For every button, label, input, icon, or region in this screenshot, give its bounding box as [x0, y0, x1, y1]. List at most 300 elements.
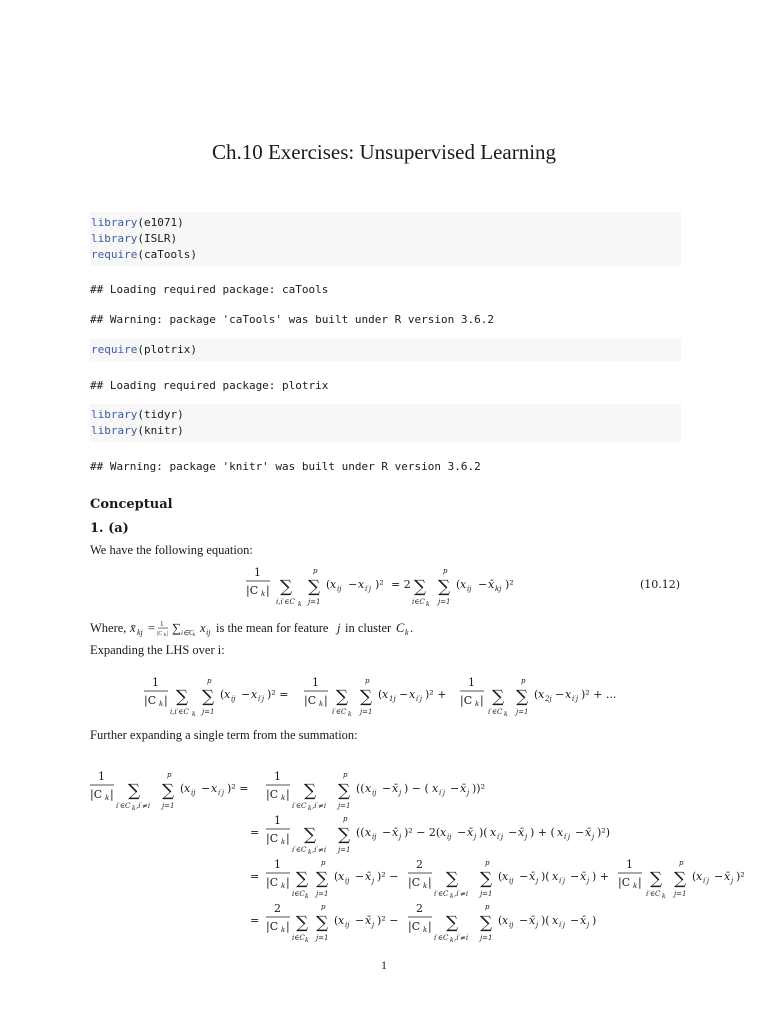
svg-text:x̄: x̄: [460, 782, 467, 795]
svg-text:∑: ∑: [480, 869, 493, 889]
svg-text:j=1: j=1: [338, 802, 351, 810]
svg-text:x: x: [565, 688, 572, 701]
svg-text:i′j: i′j: [218, 789, 224, 797]
svg-text:x: x: [365, 782, 372, 795]
svg-text:j=1: j=1: [480, 890, 493, 898]
svg-text:p: p: [167, 771, 172, 779]
svg-text:|C: |C: [618, 876, 631, 889]
svg-text:x: x: [365, 826, 372, 839]
svg-text:x: x: [211, 782, 218, 795]
svg-text:,i′≠i: ,i′≠i: [312, 802, 327, 810]
svg-text:x̄: x̄: [130, 621, 136, 635]
svg-text:x̄: x̄: [467, 826, 474, 839]
svg-text:k: k: [475, 700, 480, 708]
svg-text:|: |: [266, 584, 270, 597]
svg-text:k: k: [450, 937, 454, 944]
svg-text:i′j: i′j: [416, 695, 422, 703]
svg-text:i′j: i′j: [572, 695, 578, 703]
svg-text:k: k: [504, 711, 508, 718]
code-keyword: library: [91, 408, 138, 421]
svg-text:|C: |C: [266, 876, 279, 889]
svg-text:=: =: [250, 826, 260, 839]
svg-text:k: k: [164, 633, 167, 638]
svg-text:j: j: [525, 833, 528, 841]
svg-text:i′∈C: i′∈C: [292, 846, 307, 854]
svg-text:(: (: [456, 578, 461, 591]
svg-text:x̄: x̄: [365, 914, 372, 927]
svg-text:−: −: [714, 870, 724, 883]
svg-text:)²): )²): [597, 826, 610, 839]
equation-10-12: [240, 562, 680, 610]
code-argument: (knitr): [137, 424, 184, 437]
code-argument: (plotrix): [137, 343, 197, 356]
code-argument: (ISLR): [137, 232, 178, 245]
svg-text:∑: ∑: [414, 577, 427, 597]
svg-text:|C: |C: [408, 920, 421, 933]
svg-text:is the mean for feature: is the mean for feature: [216, 621, 329, 635]
svg-text:−: −: [575, 826, 585, 839]
svg-text:i∈C: i∈C: [181, 629, 194, 637]
svg-text:k: k: [261, 590, 266, 598]
svg-text:∑: ∑: [308, 577, 321, 597]
svg-text:|: |: [638, 876, 642, 889]
svg-text:k: k: [281, 794, 286, 802]
svg-text:i′∈C: i′∈C: [434, 934, 449, 942]
svg-text:x̄: x̄: [392, 782, 399, 795]
svg-text:x̄: x̄: [580, 870, 587, 883]
svg-text:−: −: [519, 870, 529, 883]
svg-text:1: 1: [274, 814, 281, 827]
svg-text:ij: ij: [231, 695, 236, 703]
svg-text:x̄: x̄: [392, 826, 399, 839]
svg-text:ij: ij: [447, 833, 452, 841]
svg-text:−: −: [241, 688, 251, 701]
svg-text:i′∈C: i′∈C: [434, 890, 449, 898]
svg-text:∑: ∑: [304, 825, 317, 845]
svg-text:k: k: [426, 601, 430, 608]
svg-text:j: j: [467, 789, 470, 797]
svg-text:|: |: [480, 694, 484, 707]
svg-text:j=1: j=1: [202, 708, 215, 716]
svg-text:x: x: [557, 826, 564, 839]
svg-text:∑: ∑: [316, 869, 329, 889]
svg-text:|: |: [164, 694, 168, 707]
svg-text:|: |: [286, 832, 290, 845]
svg-text:x: x: [224, 688, 231, 701]
svg-text:∑: ∑: [338, 781, 351, 801]
svg-text:−: −: [348, 578, 358, 591]
svg-text:∑: ∑: [438, 577, 451, 597]
svg-text:i∈C: i∈C: [292, 890, 305, 898]
svg-text:|: |: [324, 694, 328, 707]
svg-text:ij: ij: [191, 789, 196, 797]
svg-text:j=1: j=1: [674, 890, 687, 898]
code-line: [91, 407, 681, 423]
svg-text:x̄: x̄: [529, 870, 536, 883]
svg-text:j=1: j=1: [162, 802, 175, 810]
svg-text:k: k: [308, 805, 312, 812]
svg-text:)² =: )² =: [227, 782, 249, 795]
svg-text:((: ((: [356, 826, 365, 839]
svg-text:|C: |C: [144, 694, 157, 707]
svg-text:kj: kj: [495, 585, 502, 593]
svg-text:∑: ∑: [296, 869, 309, 889]
svg-text:k: k: [405, 628, 409, 637]
svg-text:∑: ∑: [674, 869, 687, 889]
svg-text:C: C: [396, 621, 405, 635]
svg-text:|: |: [428, 876, 432, 889]
svg-text:x: x: [338, 870, 345, 883]
console-output: ## Loading required package: plotrix: [90, 379, 329, 392]
svg-text:in cluster: in cluster: [345, 621, 392, 635]
svg-text:∑: ∑: [202, 687, 215, 707]
svg-text:2: 2: [416, 902, 423, 915]
code-keyword: require: [91, 343, 138, 356]
mean-definition-line: [90, 617, 510, 639]
svg-text:x: x: [338, 914, 345, 927]
svg-text:)² +: )² +: [425, 688, 447, 701]
svg-text:) + (: ) + (: [530, 826, 555, 839]
svg-text:ij: ij: [372, 789, 377, 797]
code-block: [90, 212, 681, 266]
svg-text:2: 2: [274, 902, 281, 915]
svg-text:(: (: [692, 870, 697, 883]
svg-text:|: |: [286, 920, 290, 933]
svg-text:p: p: [313, 567, 318, 575]
svg-text:x̄: x̄: [488, 578, 495, 591]
svg-text:p: p: [343, 771, 348, 779]
svg-text:k: k: [633, 882, 638, 890]
code-line: [91, 215, 681, 231]
console-output: ## Warning: package 'caTools' was built under R version 3.6.2: [90, 313, 494, 326]
svg-text:x: x: [552, 914, 559, 927]
svg-text:j: j: [474, 833, 477, 841]
svg-text:ij: ij: [372, 833, 377, 841]
svg-text:x: x: [538, 688, 545, 701]
svg-text:ij: ij: [345, 921, 350, 929]
svg-text:k: k: [423, 926, 428, 934]
svg-text:)² −: )² −: [377, 914, 399, 927]
svg-text:|: |: [167, 631, 169, 637]
svg-text:p: p: [485, 903, 490, 911]
svg-text:|C: |C: [266, 920, 279, 933]
svg-text:j=1: j=1: [338, 846, 351, 854]
svg-text:k: k: [132, 805, 136, 812]
svg-text:i′j: i′j: [497, 833, 503, 841]
svg-text:)²: )²: [375, 578, 384, 591]
svg-text:j: j: [731, 877, 734, 885]
svg-text:j: j: [399, 833, 402, 841]
svg-text:)(: )(: [541, 914, 550, 927]
code-block: [90, 339, 681, 361]
svg-text:−: −: [382, 826, 392, 839]
svg-text:k: k: [105, 794, 110, 802]
svg-text:1: 1: [468, 676, 475, 689]
svg-text:∑: ∑: [446, 913, 459, 933]
code-argument: (e1071): [137, 216, 184, 229]
svg-text:ij: ij: [467, 585, 472, 593]
svg-text:x: x: [200, 621, 206, 635]
svg-text:(: (: [334, 870, 339, 883]
svg-text:kj: kj: [137, 628, 143, 637]
svg-text:i′j: i′j: [439, 789, 445, 797]
svg-text:∑: ∑: [516, 687, 529, 707]
svg-text:k: k: [348, 711, 352, 718]
svg-text:|C: |C: [408, 876, 421, 889]
section-heading: Conceptual: [90, 497, 173, 512]
svg-text:p: p: [365, 677, 370, 685]
svg-text:((: ((: [356, 782, 365, 795]
console-output: ## Loading required package: caTools: [90, 283, 329, 296]
svg-text:j: j: [587, 921, 590, 929]
svg-text:i∈C: i∈C: [292, 934, 305, 942]
svg-text:x̄: x̄: [585, 826, 592, 839]
svg-text:j: j: [536, 921, 539, 929]
svg-text:|C: |C: [246, 584, 259, 597]
svg-text:k: k: [423, 882, 428, 890]
svg-text:(: (: [180, 782, 185, 795]
svg-text:∑: ∑: [316, 913, 329, 933]
svg-text:2j: 2j: [545, 695, 552, 703]
code-line: [91, 342, 681, 358]
svg-text:x: x: [330, 578, 337, 591]
svg-text:k: k: [305, 937, 309, 944]
svg-text:k: k: [298, 601, 302, 608]
paragraph-expanding: Expanding the LHS over i:: [90, 643, 225, 657]
code-line: [91, 247, 681, 263]
svg-text:−: −: [450, 782, 460, 795]
svg-text:i′∈C: i′∈C: [488, 708, 503, 716]
svg-text:∑: ∑: [492, 687, 505, 707]
svg-text:.: .: [410, 621, 414, 635]
svg-text:(: (: [534, 688, 539, 701]
svg-text:j: j: [372, 877, 375, 885]
svg-text:i′j: i′j: [703, 877, 709, 885]
code-line: [91, 423, 681, 439]
svg-text:−: −: [519, 914, 529, 927]
svg-text:k: k: [319, 700, 324, 708]
svg-text:x: x: [552, 870, 559, 883]
svg-text:i,i′∈C: i,i′∈C: [170, 708, 189, 716]
equation-expand-lhs: [140, 672, 640, 720]
svg-text:,i′≠i: ,i′≠i: [454, 934, 469, 942]
equation-number: (10.12): [640, 578, 681, 591]
svg-text:−: −: [478, 578, 488, 591]
svg-text:p: p: [521, 677, 526, 685]
svg-text:∑: ∑: [176, 687, 189, 707]
svg-text:1: 1: [274, 858, 281, 871]
svg-text:k: k: [159, 700, 164, 708]
svg-text:|C: |C: [266, 788, 279, 801]
paragraph-further: Further expanding a single term from the summation:: [90, 728, 358, 742]
svg-text:−: −: [570, 914, 580, 927]
svg-text:x: x: [409, 688, 416, 701]
svg-text:k: k: [193, 633, 196, 638]
svg-text:1: 1: [160, 620, 164, 628]
svg-text:|C: |C: [266, 832, 279, 845]
svg-text:x: x: [696, 870, 703, 883]
svg-text:−: −: [457, 826, 467, 839]
svg-text:−: −: [570, 870, 580, 883]
svg-text:|C: |C: [90, 788, 103, 801]
svg-text:−: −: [355, 870, 365, 883]
svg-text:k: k: [450, 893, 454, 900]
svg-text:|C: |C: [304, 694, 317, 707]
code-keyword: library: [91, 216, 138, 229]
svg-text:x: x: [184, 782, 191, 795]
code-keyword: library: [91, 424, 138, 437]
svg-text:ij: ij: [337, 585, 342, 593]
svg-text:∑: ∑: [480, 913, 493, 933]
svg-text:ij: ij: [345, 877, 350, 885]
page-title: Ch.10 Exercises: Unsupervised Learning: [211, 140, 557, 164]
svg-text:−: −: [555, 688, 565, 701]
svg-text:,i′≠i: ,i′≠i: [454, 890, 469, 898]
svg-text:p: p: [321, 903, 326, 911]
svg-text:∑: ∑: [446, 869, 459, 889]
svg-text:= 2: = 2: [391, 578, 411, 591]
svg-text:)(: )(: [479, 826, 488, 839]
svg-text:1j: 1j: [389, 695, 396, 703]
svg-text:ij: ij: [509, 921, 514, 929]
console-output: ## Warning: package 'knitr' was built under R version 3.6.2: [90, 460, 481, 473]
svg-text:): ): [592, 914, 597, 927]
svg-text:−: −: [508, 826, 518, 839]
svg-text:p: p: [321, 859, 326, 867]
svg-text:ij: ij: [206, 628, 211, 637]
svg-text:=: =: [250, 870, 260, 883]
svg-text:=: =: [250, 914, 260, 927]
svg-text:j=1: j=1: [516, 708, 529, 716]
svg-text:x: x: [502, 870, 509, 883]
svg-text:i′j: i′j: [564, 833, 570, 841]
svg-text:j: j: [592, 833, 595, 841]
svg-text:|: |: [428, 920, 432, 933]
svg-text:(: (: [378, 688, 383, 701]
svg-text:k: k: [192, 711, 196, 718]
svg-text:x̄: x̄: [529, 914, 536, 927]
svg-text:|: |: [286, 876, 290, 889]
svg-text:1: 1: [152, 676, 159, 689]
svg-text:−: −: [382, 782, 392, 795]
svg-text:j=1: j=1: [360, 708, 373, 716]
svg-text:i′j: i′j: [559, 877, 565, 885]
svg-text:i′j: i′j: [258, 695, 264, 703]
svg-text:x: x: [490, 826, 497, 839]
svg-text:j=1: j=1: [316, 934, 329, 942]
svg-text:−: −: [355, 914, 365, 927]
svg-text:j: j: [587, 877, 590, 885]
svg-text:x: x: [440, 826, 447, 839]
code-argument: (tidyr): [137, 408, 184, 421]
svg-text:∑: ∑: [338, 825, 351, 845]
svg-text:j=1: j=1: [438, 598, 451, 606]
svg-text:1: 1: [254, 566, 261, 579]
svg-text:i′∈C: i′∈C: [116, 802, 131, 810]
svg-text:=: =: [148, 621, 156, 635]
svg-text:i′∈C: i′∈C: [646, 890, 661, 898]
svg-text:(: (: [334, 914, 339, 927]
svg-text:i′j: i′j: [365, 585, 371, 593]
svg-text:∑: ∑: [650, 869, 663, 889]
svg-text:j=1: j=1: [480, 934, 493, 942]
question-label: 1. (a): [90, 521, 129, 536]
svg-text:|C: |C: [460, 694, 473, 707]
svg-text:)²: )²: [505, 578, 514, 591]
svg-text:)²: )²: [736, 870, 745, 883]
code-keyword: library: [91, 232, 138, 245]
svg-text:)² =: )² =: [267, 688, 289, 701]
svg-text:(: (: [326, 578, 331, 591]
svg-text:|C: |C: [157, 631, 163, 637]
svg-text:−: −: [399, 688, 409, 701]
svg-text:i∈C: i∈C: [412, 598, 425, 606]
svg-text:x̄: x̄: [580, 914, 587, 927]
svg-text:p: p: [485, 859, 490, 867]
svg-text:∑: ∑: [172, 621, 181, 635]
svg-text:x: x: [382, 688, 389, 701]
svg-text:j: j: [372, 921, 375, 929]
svg-text:x̄: x̄: [724, 870, 731, 883]
svg-text:1: 1: [274, 770, 281, 783]
svg-text:i′j: i′j: [559, 921, 565, 929]
svg-text:i′∈C: i′∈C: [292, 802, 307, 810]
svg-text:2: 2: [416, 858, 423, 871]
svg-text:1: 1: [98, 770, 105, 783]
svg-text:x̄: x̄: [365, 870, 372, 883]
svg-text:x̄: x̄: [518, 826, 525, 839]
svg-text:p: p: [343, 815, 348, 823]
svg-text:p: p: [207, 677, 212, 685]
svg-text:x: x: [502, 914, 509, 927]
svg-text:j=1: j=1: [316, 890, 329, 898]
svg-text:x: x: [358, 578, 365, 591]
svg-text:x: x: [460, 578, 467, 591]
svg-text:Where,: Where,: [90, 621, 127, 635]
svg-text:(: (: [498, 870, 503, 883]
svg-text:|: |: [286, 788, 290, 801]
svg-text:) +: ) +: [592, 870, 610, 883]
svg-text:(: (: [220, 688, 225, 701]
svg-text:∑: ∑: [162, 781, 175, 801]
svg-text:∑: ∑: [296, 913, 309, 933]
svg-text:p: p: [443, 567, 448, 575]
code-line: [91, 231, 681, 247]
svg-text:,i′≠i: ,i′≠i: [136, 802, 151, 810]
svg-text:k: k: [281, 926, 286, 934]
svg-text:(: (: [498, 914, 503, 927]
svg-text:j: j: [337, 621, 341, 635]
svg-text:1: 1: [626, 858, 633, 871]
code-block: [90, 404, 681, 442]
svg-text:)² − 2(: )² − 2(: [404, 826, 441, 839]
svg-text:i′∈C: i′∈C: [332, 708, 347, 716]
svg-text:)² + ...: )² + ...: [581, 688, 617, 701]
svg-text:ij: ij: [509, 877, 514, 885]
svg-text:|: |: [110, 788, 114, 801]
svg-text:x: x: [251, 688, 258, 701]
svg-text:))²: ))²: [472, 782, 485, 795]
svg-text:j: j: [399, 789, 402, 797]
svg-text:∑: ∑: [304, 781, 317, 801]
code-argument: (caTools): [137, 248, 197, 261]
svg-text:∑: ∑: [128, 781, 141, 801]
svg-text:k: k: [281, 882, 286, 890]
svg-text:k: k: [305, 893, 309, 900]
svg-text:,i′≠i: ,i′≠i: [312, 846, 327, 854]
svg-text:∑: ∑: [360, 687, 373, 707]
paragraph-intro: We have the following equation:: [90, 543, 253, 557]
